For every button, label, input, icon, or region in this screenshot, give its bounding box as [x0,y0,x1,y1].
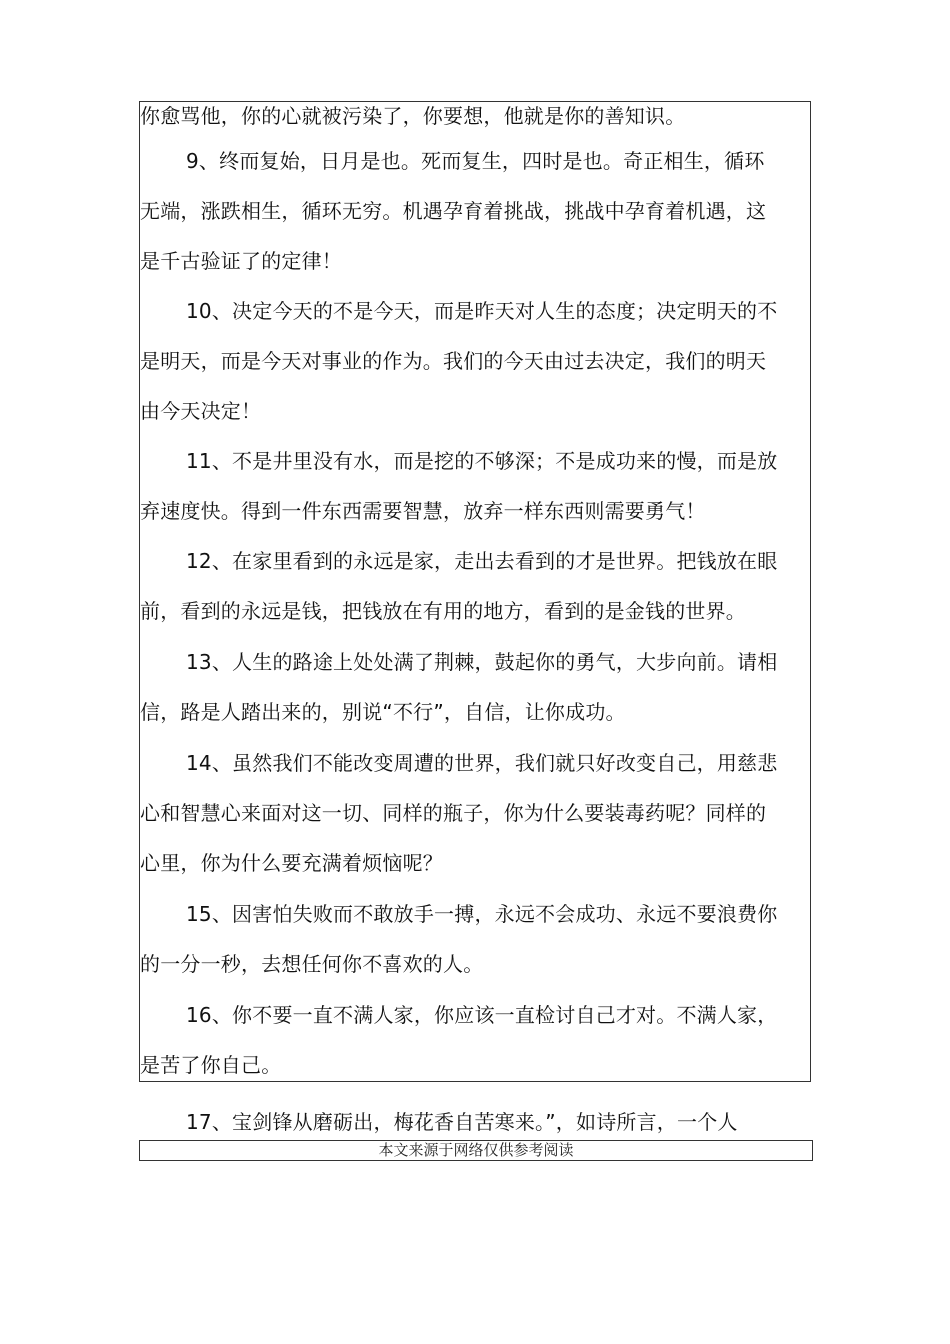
paragraph-15-start: 15、因害怕失败而不敢放手一搏，永远不会成功、永远不要浪费你 [186,902,778,926]
paragraph-11-start: 11、不是井里没有水，而是挖的不够深；不是成功来的慢，而是放 [186,449,778,473]
text-line: 由今天决定！ [140,399,262,423]
text-line: 是苦了你自己。 [140,1053,282,1077]
text-line: 的一分一秒，去想任何你不喜欢的人。 [140,952,484,976]
text-line: 无端，涨跌相生，循环无穷。机遇孕育着挑战，挑战中孕育着机遇，这 [140,199,767,223]
text-line: 是明天，而是今天对事业的作为。我们的今天由过去决定，我们的明天 [140,349,767,373]
text-line: 是千古验证了的定律！ [140,249,342,273]
paragraph-17-start: 17、宝剑锋从磨砺出，梅花香自苦寒来。”，如诗所言，一个人 [186,1110,738,1134]
text-line: 弃速度快。得到一件东西需要智慧，放弃一样东西则需要勇气！ [140,499,706,523]
text-line: 心里，你为什么要充满着烦恼呢？ [140,851,443,875]
paragraph-13-start: 13、人生的路途上处处满了荆棘，鼓起你的勇气，大步向前。请相 [186,650,778,674]
text-line: 信，路是人踏出来的，别说“不行”，自信，让你成功。 [140,700,626,724]
paragraph-9-start: 9、终而复始，日月是也。死而复生，四时是也。奇正相生，循环 [186,149,765,173]
text-line: 心和智慧心来面对这一切、同样的瓶子，你为什么要装毒药呢？同样的 [140,801,767,825]
paragraph-10-start: 10、决定今天的不是今天，而是昨天对人生的态度；决定明天的不 [186,299,778,323]
paragraph-12-start: 12、在家里看到的永远是家，走出去看到的才是世界。把钱放在眼 [186,549,778,573]
paragraph-14-start: 14、虽然我们不能改变周遭的世界，我们就只好改变自己，用慈悲 [186,751,778,775]
paragraph-16-start: 16、你不要一直不满人家，你应该一直检讨自己才对。不满人家， [186,1003,778,1027]
text-line: 你愈骂他，你的心就被污染了，你要想，他就是你的善知识。 [140,104,686,128]
source-footer: 本文来源于网络仅供参考阅读 [139,1140,813,1161]
text-line: 前，看到的永远是钱，把钱放在有用的地方，看到的是金钱的世界。 [140,599,746,623]
